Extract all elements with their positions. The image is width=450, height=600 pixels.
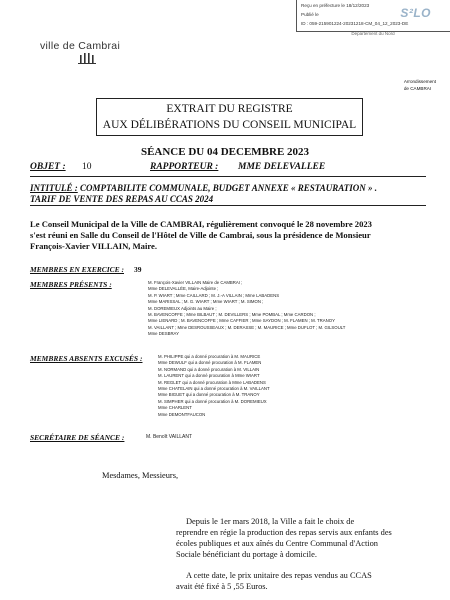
city-emblem-icon <box>78 52 98 64</box>
list-item: Mme MARISSAL ; M. G. WIART ; Mme WIART ; M. SIMON ; <box>148 299 264 305</box>
title-line-2: AUX DÉLIBÉRATIONS DU CONSEIL MUNICIPAL <box>102 119 357 131</box>
membres-exercice <box>30 259 142 277</box>
list-item: Mme LIENARD ; M. BAVENCOFFE ; Mme CAFFIER ; Mme SAYDON ; M. FLAMEN ; M. TRANOY <box>148 318 335 324</box>
intro-paragraph <box>30 219 426 252</box>
list-item: Mme BIGUET qui a donné procuration à M. TRANOY <box>158 392 260 398</box>
list-item: Mme CHARLENT <box>158 405 192 411</box>
paragraph-line: Depuis le 1er mars 2018, la Ville a fait le choix de <box>186 517 355 526</box>
list-item: M. REGLET qui a donné procuration à Mme LABADENS <box>158 379 266 385</box>
membres-exercice-label: MEMBRES EN EXERCICE : <box>30 265 124 274</box>
rapporteur-value: MME DELEVALLEE <box>238 162 326 172</box>
objet-value: 10 <box>82 162 92 172</box>
list-item: Mme DESBRAY <box>148 331 179 337</box>
objet-label: OBJET : <box>30 162 66 172</box>
membres-absents-label: MEMBRES ABSENTS EXCUSÉS : <box>30 354 143 363</box>
intitule-label: INTITULÉ : <box>30 183 78 193</box>
list-item: M. SIMPHER qui a donné procuration à M. DOREMIEUX <box>158 398 267 404</box>
prefecture-stamp <box>296 0 450 32</box>
paragraph-line: reprendre en régie la production des repas servis aux enfants des <box>176 528 392 537</box>
membres-presents-label: MEMBRES PRÉSENTS : <box>30 280 112 289</box>
list-item: M. DOREMIEUX Adjoints au Maire ; <box>148 305 217 311</box>
list-item: Mme DELEVALLÉE, Maire-Adjointe ; <box>148 286 219 292</box>
slo-logo: S²LO <box>400 6 431 20</box>
arrondissement-label: Arrondissement <box>403 79 436 84</box>
stamp-sub: Département du Nord <box>351 31 395 36</box>
intitule-line-2: TARIF DE VENTE DES REPAS AU CCAS 2024 <box>30 194 214 204</box>
list-item: M. VAILLANT ; Mme DESROUSSEAUX ; M. DERASSE ; M. MAURICE ; Mme DUFLOT ; M. GILSOULT <box>148 324 346 330</box>
list-item: M. LAURENT qui a donné procuration à Mme WIART <box>158 373 260 379</box>
secretaire-value: M. Benoît VAILLANT <box>146 434 193 440</box>
arrondissement-value: de CAMBRAI <box>403 85 432 91</box>
intitule <box>30 183 426 205</box>
list-item: M. P. WIART ; Mme CAILLARD ; M. J.-A VILLAIN ; Mme LABADENS <box>148 292 280 298</box>
membres-exercice-value: 39 <box>134 265 142 274</box>
list-item: M. François-Xavier VILLAIN Maire de CAMBRAI ; <box>148 280 243 285</box>
stamp-line: Reçu en préfecture le 18/12/2023 <box>301 3 370 8</box>
list-item: M. NORMAND qui a donné procuration à M. VILLAIN <box>158 366 260 372</box>
list-item: Mme CHATELAIN qui a donné procuration à M. VAILLANT <box>158 386 270 392</box>
list-item: Mme DEMONTFAUCON <box>158 411 206 417</box>
divider <box>30 205 426 206</box>
arrondissement <box>404 79 436 92</box>
membres-presents-list <box>148 280 438 338</box>
intro-line: Le Conseil Municipal de la Ville de CAMBRAI, régulièrement convoqué le 28 novembre 2023 <box>30 219 372 229</box>
stamp-line: Publié le <box>301 12 319 17</box>
paragraph-2 <box>176 570 438 592</box>
paragraph-line: écoles publiques et aux aînés du Centre Communal d'Action <box>176 539 378 548</box>
intro-line: François-Xavier VILLAIN, Maire. <box>30 241 157 251</box>
stamp-line: ID : 059-215901224-20231218-CM_04_12_2023-DE <box>301 21 409 26</box>
list-item: M. BAVENCOFFE ; Mme BILBAUT ; M. DEVILLERS ; Mme POMBAL ; Mme CARDON ; <box>148 312 316 318</box>
paragraph-line: avait été fixé à 5 ,55 Euros. <box>176 582 268 591</box>
list-item: M. PHILIPPE qui a donné procuration à M. MAURICE <box>158 354 261 359</box>
city-logo-text: ville de Cambrai <box>40 40 121 52</box>
paragraph-1 <box>176 516 438 560</box>
rapporteur-label: RAPPORTEUR : <box>150 162 219 172</box>
intitule-line-1: COMPTABILITE COMMUNALE, BUDGET ANNEXE « RESTAURATION » . <box>80 183 377 193</box>
intro-line: s'est réuni en Salle du Conseil de l'Hôtel de Ville de Cambrai, sous la présidence de Monsieur <box>30 230 371 240</box>
paragraph-line: Sociale bénéficiant du portage à domicile. <box>176 550 317 559</box>
seance-date: SÉANCE DU 04 DECEMBRE 2023 <box>140 146 310 158</box>
objet-row <box>30 162 426 177</box>
secretaire-label: SECRÉTAIRE DE SÉANCE : <box>30 433 125 442</box>
paragraph-line: A cette date, le prix unitaire des repas vendus au CCAS <box>186 571 372 580</box>
title-line-1: EXTRAIT DU REGISTRE <box>166 103 293 115</box>
salutation: Mesdames, Messieurs, <box>102 471 179 480</box>
document-title <box>96 98 363 136</box>
membres-absents-list <box>158 354 438 418</box>
list-item: Mme DEWULF qui a donné procuration à M. FLAMEN <box>158 360 262 366</box>
